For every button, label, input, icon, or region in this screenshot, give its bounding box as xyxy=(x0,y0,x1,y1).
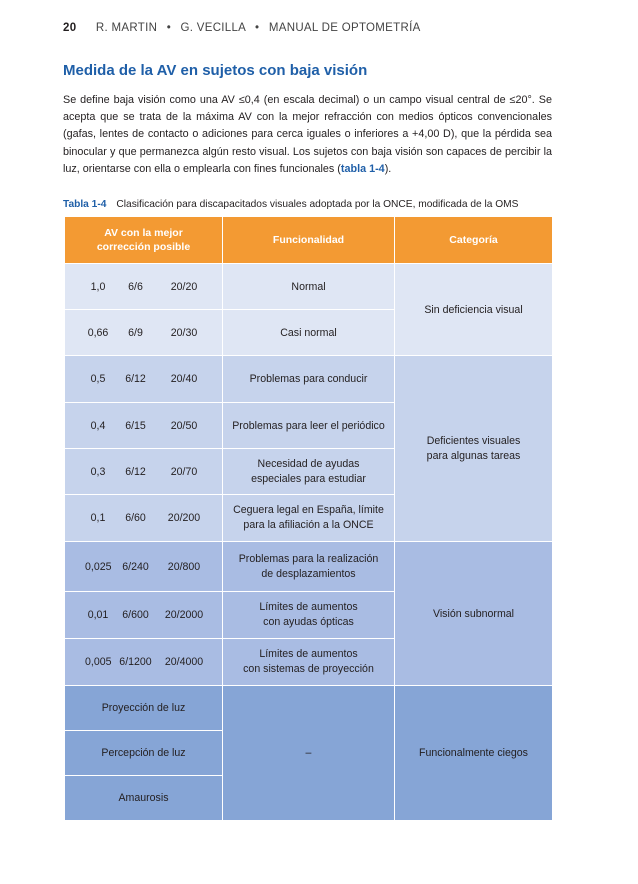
funcionalidad-cell xyxy=(223,542,395,592)
separator: • xyxy=(166,22,172,34)
av-cell xyxy=(65,592,223,639)
funcionalidad-text-line2: de desplazamientos xyxy=(261,567,356,580)
funcionalidad-cell xyxy=(223,495,395,542)
funcionalidad-text-line1: Problemas para la realización xyxy=(238,552,379,565)
feet-value: 20/30 xyxy=(170,326,198,339)
header-av-line2: corrección posible xyxy=(96,241,191,253)
categoria-cell xyxy=(395,356,553,542)
decimal-value: 1,0 xyxy=(90,280,106,293)
page-number: 20 xyxy=(63,22,77,34)
categoria-text: Sin deficiencia visual xyxy=(424,303,523,316)
dash-text: – xyxy=(305,747,312,759)
metric-value: 6/12 xyxy=(125,465,146,478)
table-row xyxy=(65,356,553,403)
categoria-cell xyxy=(395,264,553,356)
av-cell xyxy=(65,449,223,495)
decimal-value: 0,66 xyxy=(87,326,109,339)
book-title: MANUAL DE OPTOMETRÍA xyxy=(268,22,421,34)
funcionalidad-cell xyxy=(223,449,395,495)
decimal-value: 0,005 xyxy=(85,656,112,668)
table-caption-text: Clasificación para discapacitados visuales adoptada por la ONCE, modificada de la OMS xyxy=(116,199,519,210)
table-number: Tabla 1-4 xyxy=(63,199,107,210)
funcionalidad-text-line2: con ayudas ópticas xyxy=(263,616,354,628)
decimal-value: 0,3 xyxy=(90,465,106,478)
header-categoria: Categoría xyxy=(395,217,553,264)
funcionalidad-text-line1: Necesidad de ayudas xyxy=(257,457,360,470)
decimal-value: 0,5 xyxy=(90,373,106,385)
funcionalidad-text-line1: Límites de aumentos xyxy=(259,648,358,660)
av-cell xyxy=(65,356,223,403)
av-cell xyxy=(65,310,223,356)
feet-value: 20/800 xyxy=(167,560,201,573)
funcionalidad-text-line1: Ceguera legal en España, límite xyxy=(233,504,384,516)
funcionalidad-cell xyxy=(223,403,395,449)
table-caption xyxy=(63,199,555,210)
light-cell xyxy=(65,686,223,731)
table-row xyxy=(65,264,553,310)
feet-value: 20/70 xyxy=(170,465,198,478)
funcionalidad-text: Problemas para leer el periódico xyxy=(232,419,385,432)
running-head xyxy=(63,22,421,34)
decimal-value: 0,4 xyxy=(90,419,106,432)
av-cell xyxy=(65,403,223,449)
metric-value: 6/600 xyxy=(122,609,149,621)
categoria-cell xyxy=(395,542,553,686)
light-text: Percepción de luz xyxy=(101,747,186,759)
light-cell xyxy=(65,731,223,776)
header-av-line1: AV con la mejor xyxy=(104,227,183,239)
decimal-value: 0,1 xyxy=(90,512,106,524)
funcionalidad-text: Problemas para conducir xyxy=(249,373,368,385)
feet-value: 20/20 xyxy=(170,280,198,293)
av-cell xyxy=(65,542,223,592)
funcionalidad-text-line2: para la afiliación a la ONCE xyxy=(243,519,374,531)
funcionalidad-text-line2: con sistemas de proyección xyxy=(243,663,374,675)
table-row xyxy=(65,542,553,592)
header-funcionalidad: Funcionalidad xyxy=(223,217,395,264)
light-cell xyxy=(65,776,223,821)
funcionalidad-cell xyxy=(223,686,395,821)
feet-value: 20/4000 xyxy=(164,656,204,668)
av-cell xyxy=(65,495,223,542)
funcionalidad-cell xyxy=(223,356,395,403)
metric-value: 6/60 xyxy=(125,512,146,524)
light-text: Proyección de luz xyxy=(101,702,186,714)
categoria-text-line1: Deficientes visuales xyxy=(426,434,521,447)
table-header-row xyxy=(65,217,553,264)
av-cell xyxy=(65,639,223,686)
separator: • xyxy=(255,22,260,34)
funcionalidad-cell xyxy=(223,639,395,686)
categoria-cell xyxy=(395,686,553,821)
section-title: Medida de la AV en sujetos con baja visión xyxy=(63,62,368,79)
metric-value: 6/9 xyxy=(128,326,143,339)
decimal-value: 0,01 xyxy=(87,609,109,621)
categoria-text-line2: para algunas tareas xyxy=(426,449,521,462)
categoria-text: Visión subnormal xyxy=(432,607,515,620)
feet-value: 20/40 xyxy=(170,373,198,385)
metric-value: 6/12 xyxy=(125,373,146,385)
funcionalidad-text: Casi normal xyxy=(280,326,337,339)
author-name: R. MARTIN xyxy=(95,22,158,34)
table-row xyxy=(65,686,553,731)
metric-value: 6/6 xyxy=(128,280,143,293)
metric-value: 6/240 xyxy=(122,560,149,573)
av-cell xyxy=(65,264,223,310)
paragraph-text: Se define baja visión como una AV ≤0,4 (en escala decimal) o un campo visual central de ≤20°. Se acepta que se trata de la máxima AV con la mejor refracción con medios ópticos convencionales (gafas, lentes de contacto o adiciones para cerca iguales o inferiores a +4,00 D), que la pérdida sea binocular y que permanezca algún resto visual. Los sujetos con baja visión son capaces de percibir la luz, orientarse con ella o emplearla con fines funcionales ( xyxy=(63,94,552,175)
funcionalidad-cell xyxy=(223,264,395,310)
feet-value: 20/200 xyxy=(167,512,201,524)
categoria-text: Funcionalmente ciegos xyxy=(419,747,528,759)
table-reference-link[interactable]: tabla 1-4 xyxy=(340,162,385,175)
funcionalidad-text: Normal xyxy=(291,280,326,293)
feet-value: 20/50 xyxy=(170,419,198,432)
header-av xyxy=(65,217,223,264)
body-paragraph xyxy=(63,92,552,178)
paragraph-end: ). xyxy=(384,162,392,175)
funcionalidad-cell xyxy=(223,592,395,639)
coauthor-name: G. VECILLA xyxy=(180,22,246,34)
classification-table xyxy=(64,216,553,821)
metric-value: 6/1200 xyxy=(119,656,152,668)
decimal-value: 0,025 xyxy=(85,560,112,573)
funcionalidad-text-line2: especiales para estudiar xyxy=(251,472,366,485)
light-text: Amaurosis xyxy=(118,792,169,804)
funcionalidad-cell xyxy=(223,310,395,356)
funcionalidad-text-line1: Límites de aumentos xyxy=(259,601,358,613)
metric-value: 6/15 xyxy=(125,419,146,432)
feet-value: 20/2000 xyxy=(164,609,204,621)
